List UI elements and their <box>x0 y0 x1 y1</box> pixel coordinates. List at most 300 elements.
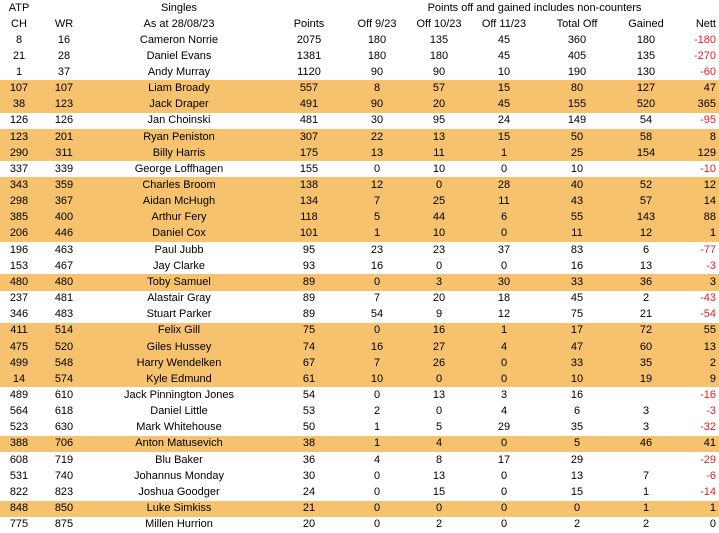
cell-off-11-23[interactable]: 0 <box>500 469 508 482</box>
cell-off-10-23[interactable]: 4 <box>404 436 474 452</box>
cell-off-10-23[interactable]: 0 <box>404 371 474 387</box>
cell-ch[interactable]: 337 <box>9 162 29 175</box>
cell-ch[interactable]: 21 <box>12 49 26 62</box>
cell-nett[interactable]: 47 <box>672 80 719 96</box>
cell-points[interactable]: 101 <box>268 226 350 242</box>
cell-player-name[interactable]: Jack Pinnington Jones <box>123 389 235 402</box>
cell-points[interactable]: 50 <box>302 421 316 434</box>
cell-wr[interactable]: 520 <box>38 339 90 355</box>
cell-gained[interactable]: 2 <box>642 292 650 305</box>
cell-ch[interactable]: 411 <box>0 323 38 339</box>
cell-points[interactable]: 89 <box>302 292 316 305</box>
cell-off-11-23[interactable]: 0 <box>474 501 534 517</box>
cell-off-9-23[interactable]: 12 <box>350 177 404 193</box>
cell-nett[interactable]: 13 <box>672 339 719 355</box>
cell-total-off[interactable]: 75 <box>570 308 584 321</box>
cell-wr[interactable]: 367 <box>38 194 90 210</box>
cell-wr[interactable]: 107 <box>38 80 90 96</box>
cell-total-off[interactable]: 190 <box>567 65 587 78</box>
cell-player-name[interactable]: Andy Murray <box>147 65 211 78</box>
cell-wr[interactable]: 311 <box>38 145 90 161</box>
cell-points[interactable]: 1120 <box>297 65 321 78</box>
cell-total-off[interactable]: 33 <box>534 274 620 290</box>
cell-gained[interactable]: 6 <box>642 243 650 256</box>
cell-gained[interactable]: 60 <box>620 339 672 355</box>
cell-wr[interactable]: 483 <box>54 308 74 321</box>
cell-off-10-23[interactable]: 11 <box>404 145 474 161</box>
cell-ch[interactable]: 38 <box>0 97 38 113</box>
cell-gained[interactable]: 180 <box>636 33 656 46</box>
cell-nett[interactable]: 9 <box>672 371 719 387</box>
cell-off-9-23[interactable]: 180 <box>367 33 387 46</box>
cell-points[interactable]: 1381 <box>296 49 322 62</box>
cell-gained[interactable]: 3 <box>642 405 650 418</box>
cell-total-off[interactable]: 80 <box>534 80 620 96</box>
cell-wr[interactable]: 850 <box>38 501 90 517</box>
cell-wr[interactable]: 37 <box>57 65 71 78</box>
cell-nett[interactable]: -10 <box>700 162 716 175</box>
cell-nett[interactable]: -6 <box>706 469 716 482</box>
cell-gained[interactable] <box>620 161 672 177</box>
cell-off-11-23[interactable]: 1 <box>474 323 534 339</box>
cell-points[interactable]: 138 <box>268 177 350 193</box>
cell-player-name[interactable]: Blu Baker <box>155 453 203 466</box>
cell-total-off[interactable]: 50 <box>534 129 620 145</box>
cell-ch[interactable]: 237 <box>9 292 29 305</box>
cell-player-name[interactable]: Billy Harris <box>90 145 268 161</box>
cell-off-11-23[interactable]: 10 <box>497 65 511 78</box>
cell-gained[interactable]: 1 <box>620 501 672 517</box>
cell-off-10-23[interactable]: 3 <box>404 274 474 290</box>
cell-nett[interactable]: -60 <box>700 65 716 78</box>
cell-off-11-23[interactable]: 0 <box>500 162 508 175</box>
cell-ch[interactable]: 480 <box>0 274 38 290</box>
cell-off-9-23[interactable]: 0 <box>373 469 381 482</box>
cell-off-10-23[interactable]: 23 <box>432 243 446 256</box>
cell-off-10-23[interactable]: 16 <box>404 323 474 339</box>
cell-ch[interactable]: 475 <box>0 339 38 355</box>
cell-wr[interactable]: 463 <box>54 243 74 256</box>
cell-ch[interactable]: 14 <box>0 371 38 387</box>
cell-gained[interactable]: 58 <box>620 129 672 145</box>
cell-off-9-23[interactable]: 90 <box>350 97 404 113</box>
cell-points[interactable]: 67 <box>268 355 350 371</box>
cell-off-11-23[interactable]: 0 <box>500 259 508 272</box>
cell-wr[interactable]: 514 <box>38 323 90 339</box>
cell-points[interactable]: 24 <box>302 485 316 498</box>
cell-points[interactable]: 38 <box>268 436 350 452</box>
cell-points[interactable]: 307 <box>268 129 350 145</box>
cell-points[interactable]: 93 <box>302 259 316 272</box>
cell-ch[interactable]: 298 <box>0 194 38 210</box>
cell-off-10-23[interactable]: 9 <box>435 308 443 321</box>
cell-wr[interactable]: 467 <box>54 259 74 272</box>
cell-nett[interactable]: 55 <box>672 323 719 339</box>
cell-off-9-23[interactable]: 2 <box>373 405 381 418</box>
cell-off-11-23[interactable]: 0 <box>474 371 534 387</box>
cell-nett[interactable]: -32 <box>700 421 716 434</box>
cell-gained[interactable]: 143 <box>620 210 672 226</box>
cell-player-name[interactable]: George Loffhagen <box>134 162 224 175</box>
cell-off-9-23[interactable]: 1 <box>350 226 404 242</box>
cell-player-name[interactable]: Luke Simkiss <box>90 501 268 517</box>
cell-nett[interactable]: 41 <box>672 436 719 452</box>
cell-off-11-23[interactable]: 4 <box>474 339 534 355</box>
cell-nett[interactable]: 129 <box>672 145 719 161</box>
cell-off-10-23[interactable]: 2 <box>435 518 443 531</box>
cell-ch[interactable]: 126 <box>9 114 29 127</box>
cell-off-10-23[interactable]: 44 <box>404 210 474 226</box>
cell-player-name[interactable]: Jay Clarke <box>153 259 205 272</box>
cell-off-9-23[interactable]: 7 <box>350 355 404 371</box>
cell-off-9-23[interactable]: 0 <box>350 274 404 290</box>
cell-off-9-23[interactable]: 0 <box>350 501 404 517</box>
cell-points[interactable]: 134 <box>268 194 350 210</box>
cell-player-name[interactable]: Joshua Goodger <box>138 485 220 498</box>
cell-points[interactable]: 155 <box>299 162 319 175</box>
cell-player-name[interactable]: Charles Broom <box>90 177 268 193</box>
cell-wr[interactable]: 618 <box>54 405 74 418</box>
cell-total-off[interactable]: 149 <box>567 114 587 127</box>
cell-off-9-23[interactable]: 23 <box>370 243 384 256</box>
cell-wr[interactable]: 359 <box>38 177 90 193</box>
cell-wr[interactable]: 706 <box>38 436 90 452</box>
cell-off-9-23[interactable]: 8 <box>350 80 404 96</box>
cell-ch[interactable]: 388 <box>0 436 38 452</box>
cell-total-off[interactable]: 10 <box>570 162 584 175</box>
cell-off-10-23[interactable]: 10 <box>404 226 474 242</box>
cell-total-off[interactable]: 83 <box>570 243 584 256</box>
cell-off-10-23[interactable]: 0 <box>435 259 443 272</box>
cell-wr[interactable]: 610 <box>54 389 74 402</box>
cell-gained[interactable]: 520 <box>620 97 672 113</box>
cell-total-off[interactable]: 5 <box>534 436 620 452</box>
cell-off-10-23[interactable]: 25 <box>404 194 474 210</box>
cell-gained[interactable]: 57 <box>620 194 672 210</box>
cell-points[interactable]: 21 <box>268 501 350 517</box>
cell-off-11-23[interactable]: 45 <box>497 49 511 62</box>
cell-nett[interactable]: -95 <box>700 114 716 127</box>
cell-ch[interactable]: 531 <box>9 469 29 482</box>
cell-off-10-23[interactable]: 5 <box>435 421 443 434</box>
cell-total-off[interactable]: 40 <box>534 177 620 193</box>
cell-ch[interactable]: 206 <box>0 226 38 242</box>
cell-total-off[interactable]: 33 <box>534 355 620 371</box>
cell-off-10-23[interactable]: 0 <box>404 501 474 517</box>
cell-total-off[interactable]: 17 <box>534 323 620 339</box>
cell-player-name[interactable]: Cameron Norrie <box>139 33 219 46</box>
cell-off-10-23[interactable]: 8 <box>435 453 443 466</box>
cell-wr[interactable]: 875 <box>54 518 74 531</box>
cell-gained[interactable]: 13 <box>639 259 653 272</box>
cell-wr[interactable]: 719 <box>54 453 74 466</box>
cell-ch[interactable]: 196 <box>9 243 29 256</box>
cell-gained[interactable]: 52 <box>620 177 672 193</box>
cell-gained[interactable]: 154 <box>620 145 672 161</box>
cell-total-off[interactable]: 0 <box>534 501 620 517</box>
cell-nett[interactable]: -29 <box>700 453 716 466</box>
cell-ch[interactable]: 1 <box>15 65 23 78</box>
cell-player-name[interactable]: Ryan Peniston <box>90 129 268 145</box>
cell-gained[interactable]: 46 <box>620 436 672 452</box>
cell-nett[interactable]: 14 <box>672 194 719 210</box>
cell-total-off[interactable]: 15 <box>570 485 584 498</box>
cell-nett[interactable]: -14 <box>700 485 716 498</box>
cell-off-9-23[interactable]: 13 <box>350 145 404 161</box>
cell-off-10-23[interactable]: 95 <box>432 114 446 127</box>
cell-player-name[interactable]: Harry Wendelken <box>90 355 268 371</box>
cell-total-off[interactable]: 2 <box>573 518 581 531</box>
cell-points[interactable]: 20 <box>302 518 316 531</box>
cell-off-9-23[interactable]: 0 <box>350 323 404 339</box>
cell-gained[interactable]: 3 <box>642 421 650 434</box>
cell-player-name[interactable]: Millen Hurrion <box>145 518 213 531</box>
cell-points[interactable]: 175 <box>268 145 350 161</box>
cell-player-name[interactable]: Giles Hussey <box>90 339 268 355</box>
cell-off-9-23[interactable]: 16 <box>370 259 384 272</box>
cell-gained[interactable]: 1 <box>642 485 650 498</box>
cell-ch[interactable]: 290 <box>0 145 38 161</box>
cell-nett[interactable]: -77 <box>700 243 716 256</box>
cell-gained[interactable]: 127 <box>620 80 672 96</box>
cell-nett[interactable]: -270 <box>693 49 716 62</box>
cell-points[interactable]: 89 <box>268 274 350 290</box>
cell-off-11-23[interactable]: 45 <box>497 33 511 46</box>
cell-player-name[interactable]: Mark Whitehouse <box>136 421 222 434</box>
cell-total-off[interactable]: 35 <box>570 421 584 434</box>
cell-points[interactable]: 89 <box>302 308 316 321</box>
cell-total-off[interactable]: 25 <box>534 145 620 161</box>
cell-total-off[interactable]: 45 <box>570 292 584 305</box>
cell-points[interactable]: 2075 <box>296 33 322 46</box>
cell-off-10-23[interactable]: 13 <box>432 389 446 402</box>
cell-wr[interactable]: 823 <box>54 485 74 498</box>
cell-wr[interactable]: 574 <box>38 371 90 387</box>
cell-nett[interactable]: 88 <box>672 210 719 226</box>
cell-player-name[interactable]: Paul Jubb <box>154 243 204 256</box>
cell-total-off[interactable]: 10 <box>534 371 620 387</box>
cell-player-name[interactable]: Anton Matusevich <box>90 436 268 452</box>
cell-off-9-23[interactable]: 54 <box>370 308 384 321</box>
cell-player-name[interactable]: Johannus Monday <box>134 469 224 482</box>
cell-gained[interactable]: 19 <box>620 371 672 387</box>
cell-off-9-23[interactable]: 90 <box>370 65 384 78</box>
cell-wr[interactable]: 201 <box>38 129 90 145</box>
cell-ch[interactable]: 608 <box>9 453 29 466</box>
cell-player-name[interactable]: Toby Samuel <box>90 274 268 290</box>
cell-nett[interactable]: -3 <box>706 405 716 418</box>
cell-nett[interactable]: -180 <box>693 33 716 46</box>
cell-off-10-23[interactable]: 26 <box>404 355 474 371</box>
cell-gained[interactable]: 12 <box>620 226 672 242</box>
cell-off-9-23[interactable]: 30 <box>370 114 384 127</box>
cell-off-10-23[interactable]: 0 <box>404 177 474 193</box>
cell-points[interactable]: 118 <box>268 210 350 226</box>
cell-off-11-23[interactable]: 37 <box>497 243 511 256</box>
cell-off-10-23[interactable]: 10 <box>432 162 446 175</box>
cell-points[interactable]: 95 <box>302 243 316 256</box>
cell-player-name[interactable]: Felix Gill <box>90 323 268 339</box>
cell-off-11-23[interactable]: 0 <box>474 436 534 452</box>
cell-off-11-23[interactable]: 3 <box>500 389 508 402</box>
cell-points[interactable]: 557 <box>268 80 350 96</box>
cell-off-10-23[interactable]: 27 <box>404 339 474 355</box>
cell-points[interactable]: 75 <box>268 323 350 339</box>
cell-off-11-23[interactable]: 15 <box>474 129 534 145</box>
cell-off-9-23[interactable]: 16 <box>350 339 404 355</box>
cell-wr[interactable]: 126 <box>54 114 74 127</box>
cell-nett[interactable]: 0 <box>709 518 716 531</box>
cell-ch[interactable]: 385 <box>0 210 38 226</box>
cell-total-off[interactable]: 6 <box>573 405 581 418</box>
cell-ch[interactable]: 848 <box>0 501 38 517</box>
cell-off-10-23[interactable]: 15 <box>432 485 446 498</box>
cell-points[interactable]: 74 <box>268 339 350 355</box>
cell-ch[interactable]: 523 <box>9 421 29 434</box>
cell-off-11-23[interactable]: 6 <box>474 210 534 226</box>
cell-off-11-23[interactable]: 29 <box>497 421 511 434</box>
cell-off-9-23[interactable]: 1 <box>350 436 404 452</box>
cell-off-10-23[interactable]: 0 <box>435 405 443 418</box>
cell-total-off[interactable]: 55 <box>534 210 620 226</box>
cell-total-off[interactable]: 16 <box>570 259 584 272</box>
cell-nett[interactable]: 8 <box>672 129 719 145</box>
cell-player-name[interactable]: Daniel Little <box>150 405 208 418</box>
cell-player-name[interactable]: Liam Broady <box>90 80 268 96</box>
cell-off-11-23[interactable]: 17 <box>497 453 511 466</box>
cell-ch[interactable]: 489 <box>9 389 29 402</box>
cell-wr[interactable]: 548 <box>38 355 90 371</box>
cell-ch[interactable]: 153 <box>9 259 29 272</box>
cell-total-off[interactable]: 47 <box>534 339 620 355</box>
cell-off-10-23[interactable]: 180 <box>429 49 449 62</box>
cell-points[interactable]: 491 <box>268 97 350 113</box>
cell-wr[interactable]: 400 <box>38 210 90 226</box>
cell-player-name[interactable]: Daniel Cox <box>90 226 268 242</box>
cell-ch[interactable]: 822 <box>9 485 29 498</box>
cell-points[interactable]: 36 <box>302 453 316 466</box>
cell-nett[interactable]: -3 <box>706 259 716 272</box>
cell-nett[interactable]: 3 <box>672 274 719 290</box>
cell-nett[interactable]: 2 <box>672 355 719 371</box>
cell-off-11-23[interactable]: 28 <box>474 177 534 193</box>
cell-total-off[interactable]: 13 <box>570 469 584 482</box>
cell-gained[interactable]: 21 <box>639 308 653 321</box>
cell-gained[interactable]: 135 <box>636 49 656 62</box>
cell-points[interactable]: 30 <box>302 469 316 482</box>
cell-off-9-23[interactable]: 22 <box>350 129 404 145</box>
cell-ch[interactable]: 343 <box>0 177 38 193</box>
cell-nett[interactable]: -43 <box>700 292 716 305</box>
cell-off-11-23[interactable]: 24 <box>497 114 511 127</box>
cell-player-name[interactable]: Stuart Parker <box>146 308 212 321</box>
cell-off-11-23[interactable]: 0 <box>474 355 534 371</box>
cell-off-10-23[interactable]: 135 <box>429 33 449 46</box>
cell-player-name[interactable]: Alastair Gray <box>147 292 211 305</box>
cell-nett[interactable]: 365 <box>672 97 719 113</box>
cell-gained[interactable]: 35 <box>620 355 672 371</box>
cell-gained[interactable] <box>620 452 672 468</box>
cell-wr[interactable]: 446 <box>38 226 90 242</box>
cell-off-10-23[interactable]: 13 <box>432 469 446 482</box>
cell-off-9-23[interactable]: 0 <box>373 485 381 498</box>
cell-total-off[interactable]: 29 <box>570 453 584 466</box>
cell-off-11-23[interactable]: 12 <box>497 308 511 321</box>
cell-off-11-23[interactable]: 11 <box>474 194 534 210</box>
cell-off-10-23[interactable]: 13 <box>404 129 474 145</box>
cell-wr[interactable]: 480 <box>38 274 90 290</box>
cell-ch[interactable]: 8 <box>15 33 23 46</box>
cell-wr[interactable]: 630 <box>54 421 74 434</box>
cell-off-11-23[interactable]: 30 <box>474 274 534 290</box>
cell-wr[interactable]: 123 <box>38 97 90 113</box>
cell-total-off[interactable]: 43 <box>534 194 620 210</box>
cell-off-9-23[interactable]: 7 <box>350 194 404 210</box>
cell-off-10-23[interactable]: 57 <box>404 80 474 96</box>
cell-player-name[interactable]: Daniel Evans <box>146 49 212 62</box>
cell-gained[interactable]: 7 <box>642 469 650 482</box>
cell-off-11-23[interactable]: 1 <box>474 145 534 161</box>
cell-off-9-23[interactable]: 0 <box>373 162 381 175</box>
cell-wr[interactable]: 28 <box>57 49 71 62</box>
cell-player-name[interactable]: Jan Choinski <box>147 114 211 127</box>
cell-ch[interactable]: 107 <box>0 80 38 96</box>
cell-points[interactable]: 481 <box>299 114 319 127</box>
cell-ch[interactable]: 499 <box>0 355 38 371</box>
cell-nett[interactable]: -54 <box>700 308 716 321</box>
cell-total-off[interactable]: 16 <box>570 389 584 402</box>
cell-player-name[interactable]: Arthur Fery <box>90 210 268 226</box>
cell-off-11-23[interactable]: 18 <box>497 292 511 305</box>
cell-points[interactable]: 61 <box>268 371 350 387</box>
cell-off-10-23[interactable]: 20 <box>404 97 474 113</box>
cell-off-9-23[interactable]: 4 <box>373 453 381 466</box>
cell-off-11-23[interactable]: 15 <box>474 80 534 96</box>
cell-player-name[interactable]: Aidan McHugh <box>90 194 268 210</box>
cell-points[interactable]: 54 <box>302 389 316 402</box>
cell-off-9-23[interactable]: 180 <box>367 49 387 62</box>
cell-off-9-23[interactable]: 1 <box>373 421 381 434</box>
cell-off-11-23[interactable]: 4 <box>500 405 508 418</box>
cell-off-9-23[interactable]: 10 <box>350 371 404 387</box>
cell-nett[interactable]: 1 <box>672 226 719 242</box>
cell-gained[interactable]: 72 <box>620 323 672 339</box>
cell-player-name[interactable]: Jack Draper <box>90 97 268 113</box>
cell-nett[interactable]: 12 <box>672 177 719 193</box>
cell-total-off[interactable]: 360 <box>567 33 587 46</box>
cell-gained[interactable]: 54 <box>639 114 653 127</box>
cell-total-off[interactable]: 405 <box>567 49 587 62</box>
cell-off-11-23[interactable]: 45 <box>474 97 534 113</box>
cell-off-9-23[interactable]: 0 <box>373 389 381 402</box>
cell-nett[interactable]: 1 <box>672 501 719 517</box>
cell-ch[interactable]: 346 <box>9 308 29 321</box>
cell-wr[interactable]: 16 <box>57 33 71 46</box>
cell-off-11-23[interactable]: 0 <box>500 518 508 531</box>
cell-off-11-23[interactable]: 0 <box>474 226 534 242</box>
cell-player-name[interactable]: Kyle Edmund <box>90 371 268 387</box>
cell-off-11-23[interactable]: 0 <box>500 485 508 498</box>
cell-ch[interactable]: 564 <box>9 405 29 418</box>
cell-total-off[interactable]: 155 <box>534 97 620 113</box>
cell-ch[interactable]: 123 <box>0 129 38 145</box>
cell-wr[interactable]: 339 <box>54 162 74 175</box>
cell-gained[interactable]: 130 <box>636 65 656 78</box>
cell-off-10-23[interactable]: 90 <box>432 65 446 78</box>
cell-off-10-23[interactable]: 20 <box>432 292 446 305</box>
cell-gained[interactable] <box>620 387 672 403</box>
cell-points[interactable]: 53 <box>302 405 316 418</box>
